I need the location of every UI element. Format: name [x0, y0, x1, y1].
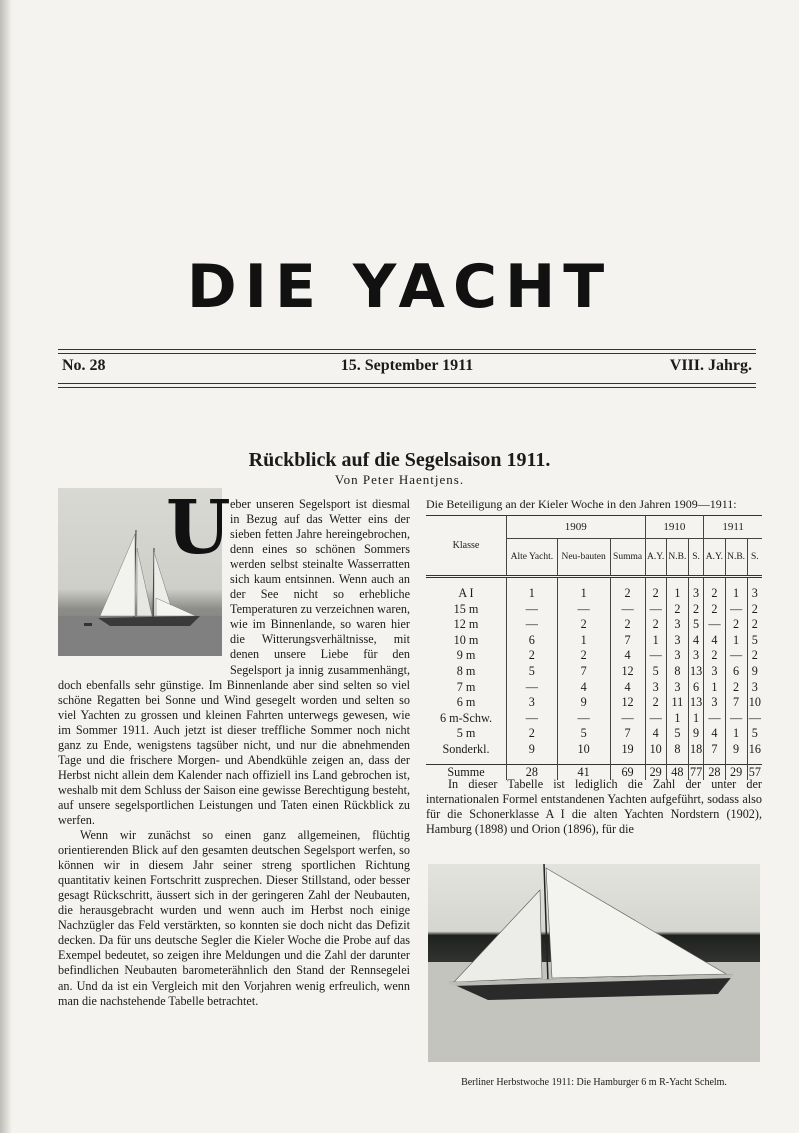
article-left-column	[58, 497, 410, 1009]
value-cell: 3	[688, 586, 703, 602]
value-cell: —	[507, 680, 558, 696]
value-cell: 6	[688, 680, 703, 696]
class-cell: 5 m	[456, 726, 476, 741]
value-cell: 1	[557, 586, 610, 602]
value-cell: 5	[645, 664, 666, 680]
table-row	[426, 648, 762, 664]
value-cell: 9	[507, 742, 558, 758]
class-cell: A I	[458, 586, 474, 600]
value-cell: 1	[725, 726, 747, 742]
table-header-class: Klasse	[426, 516, 507, 577]
value-cell: 4	[557, 680, 610, 696]
table-row	[426, 586, 762, 602]
value-cell: —	[725, 602, 747, 618]
value-cell: 5	[666, 726, 688, 742]
value-cell: —	[610, 711, 645, 727]
value-cell: —	[725, 711, 747, 727]
header-rule-bottom-2	[58, 387, 756, 388]
page-edge-shadow	[0, 0, 12, 1133]
table-subheader: A.Y.	[645, 539, 666, 577]
table-row	[426, 664, 762, 680]
value-cell: 10	[645, 742, 666, 758]
value-cell: 7	[610, 633, 645, 649]
value-cell: 2	[507, 648, 558, 664]
value-cell: 6	[725, 664, 747, 680]
value-cell: 1	[666, 711, 688, 727]
value-cell: 3	[704, 664, 725, 680]
value-cell: 2	[725, 680, 747, 696]
drop-cap: U	[166, 485, 231, 571]
value-cell: 5	[557, 726, 610, 742]
value-cell: 16	[748, 741, 761, 756]
yacht-schelm-photo	[428, 864, 760, 1062]
value-cell: 9	[688, 726, 703, 742]
value-cell: 2	[610, 617, 645, 633]
value-cell: 2	[747, 648, 762, 664]
class-cell: 8 m	[456, 663, 476, 678]
table-header-year: 1910	[645, 516, 704, 539]
table-row	[426, 602, 762, 618]
value-cell: 13	[690, 663, 703, 678]
value-cell: 2	[747, 602, 762, 618]
value-cell: 1	[688, 711, 703, 727]
table-body	[426, 577, 762, 781]
value-cell: 3	[704, 695, 725, 711]
table-caption: Die Beteiligung an der Kieler Woche in den Jahren 1909—1911:	[426, 497, 737, 511]
value-cell: 5	[688, 617, 703, 633]
value-cell: 5	[747, 726, 762, 742]
value-cell: 12	[610, 695, 645, 711]
value-cell: 8	[666, 664, 688, 680]
value-cell: 4	[688, 633, 703, 649]
value-cell: —	[748, 710, 761, 725]
value-cell: —	[725, 648, 747, 664]
value-cell: 3	[666, 648, 688, 664]
value-cell: 3	[507, 695, 558, 711]
value-cell: 2	[645, 586, 666, 602]
value-cell: 4	[645, 726, 666, 742]
value-cell: 5	[747, 633, 762, 649]
issue-volume: VIII. Jahrg.	[669, 357, 752, 374]
class-cell: 12 m	[453, 617, 479, 632]
value-cell: 2	[747, 617, 762, 633]
value-cell: 3	[666, 617, 688, 633]
value-cell: 2	[557, 617, 610, 633]
photo-caption: Berliner Herbstwoche 1911: Die Hamburger 6 m R-Yacht Schelm.	[461, 1077, 727, 1088]
table-subheader: N.B.	[725, 539, 747, 577]
value-cell: 2	[704, 648, 725, 664]
issue-number: No. 28	[62, 357, 106, 374]
value-cell: 2	[704, 586, 725, 602]
value-cell: 3	[688, 648, 703, 664]
table-row	[426, 633, 762, 649]
table-row	[426, 742, 762, 758]
value-cell: 7	[557, 664, 610, 680]
value-cell: 2	[666, 602, 688, 618]
value-cell: —	[507, 602, 558, 618]
table-subheader: Summa	[610, 539, 645, 577]
article-paragraph-3: In dieser Tabelle ist lediglich die Zahl der unter der internationalen Formel entstandenen Yachten aufgeführt, sodass also für die Schonerklasse A I die alten Yachten Nordstern (1902), Hamburg (1898) und Orion (1896), für die	[426, 777, 762, 837]
value-cell: 48	[666, 764, 688, 780]
value-cell: 2	[688, 602, 703, 618]
value-cell: 1	[645, 633, 666, 649]
value-cell: 9	[725, 742, 747, 758]
class-cell: 15 m	[453, 601, 479, 616]
value-cell: 10	[748, 695, 761, 710]
header-rule-bottom	[58, 383, 756, 384]
article-title: Rückblick auf die Segelsaison 1911.	[248, 449, 551, 471]
value-cell: —	[507, 711, 558, 727]
value-cell: 3	[645, 680, 666, 696]
value-cell: 1	[507, 586, 558, 602]
value-cell: 12	[610, 664, 645, 680]
value-cell: 41	[557, 764, 610, 780]
table-subheader: Alte Yacht.	[507, 539, 558, 577]
value-cell: 7	[725, 695, 747, 711]
value-cell: —	[645, 711, 666, 727]
value-cell: —	[507, 617, 558, 633]
value-cell: —	[645, 648, 666, 664]
participation-table	[426, 515, 762, 780]
value-cell: 3	[747, 586, 762, 602]
article-byline: Von Peter Haentjens.	[334, 472, 465, 487]
value-cell: —	[645, 602, 666, 618]
value-cell: 3	[747, 680, 762, 696]
value-cell: 1	[725, 633, 747, 649]
value-cell: 8	[666, 742, 688, 758]
value-cell: 4	[610, 648, 645, 664]
table-header-year: 1909	[507, 516, 646, 539]
value-cell: 2	[704, 602, 725, 618]
value-cell: 6	[507, 633, 558, 649]
class-cell: Summe	[447, 764, 485, 779]
article-paragraph-1: eber unseren Segelsport ist diesmal in Bezug auf das Wetter eins der sieben fetten Jahre hereingebrochen, denn eines so schönen Sommers werden selbst steinalte Wasserratten sich kaum entsinnen. Wenn auch an der See nicht so erhebliche Temperaturen zu verzeichnen waren, wie im Binnenlande, so waren hier die Witterungsverhältnisse, mit denen unsere Liebe für den Segelsport ja innig zusammenhängt, doch ebenfalls sehr günstige. Im Binnenlande aber sind selten so viel schöne Regatten bei Sonne und Wind gesegelt worden und selten so viel Yachten zu grossen und kleinen Fahrten unterwegs gewesen, wie im Sommer 1911. Auch jetzt ist dieser treffliche Sommer noch nicht ganz zu Ende, wenigstens tagsüber nicht, und nur die abnehmenden Tage und die frischere Morgen- und Abendkühle zeigen an, dass der Herbst nicht allein dem Kalender nach offiziell ins Land gebrochen ist, weshalb mit dem Schluss der Saison eine gewisse Berechtigung besteht, auf unsere segelsportlichen Leistungen und Taten einen Rückblick zu werfen.	[58, 497, 411, 827]
class-cell: 7 m	[456, 679, 476, 694]
value-cell: 13	[690, 695, 703, 710]
header-rule-top-2	[58, 353, 756, 354]
value-cell: —	[557, 711, 610, 727]
value-cell: 7	[610, 726, 645, 742]
value-cell: 77	[690, 764, 703, 779]
value-cell: 2	[507, 726, 558, 742]
table-row	[426, 695, 762, 711]
value-cell: 7	[704, 742, 725, 758]
value-cell: 2	[645, 617, 666, 633]
value-cell: 4	[704, 633, 725, 649]
table-row	[426, 711, 762, 727]
class-cell: 6 m-Schw.	[439, 710, 493, 725]
value-cell: —	[704, 617, 725, 633]
table-header-year: 1911	[704, 516, 762, 539]
table-row	[426, 680, 762, 696]
issue-line	[62, 357, 752, 379]
value-cell: 4	[704, 726, 725, 742]
value-cell: 2	[610, 586, 645, 602]
value-cell: —	[557, 602, 610, 618]
value-cell: 9	[747, 664, 762, 680]
value-cell: 28	[507, 764, 558, 780]
issue-date: 15. September 1911	[340, 357, 474, 374]
value-cell: 5	[507, 664, 558, 680]
value-cell: 2	[725, 617, 747, 633]
value-cell: 18	[690, 741, 703, 756]
table-subheader: Neu-bauten	[557, 539, 610, 577]
value-cell: 10	[557, 742, 610, 758]
value-cell: 1	[704, 680, 725, 696]
table-row	[426, 726, 762, 742]
class-cell: 10 m	[453, 632, 479, 647]
article-paragraph-2: Wenn wir zunächst so einen ganz allgemeinen, flüchtig orientierenden Blick auf den gesamten deutschen Segelsport werfen, so können wir in diesem Jahr seiner streng sportlichen Richtung quantitativ keinen Fortschritt zusprechen. Dieser Stillstand, oder besser gesagt Rückschritt, äussert sich in der geringeren Zahl der Neubauten, die herausgebracht wurden und wenn auch im Herbst noch einige Nachzügler das Feld verstärkten, so konnten sie doch nicht das Defizit decken. Da für uns deutsche Segler die Kieler Woche die Probe auf das Exempel bedeutet, so zeigen ihre Meldungen und die Zahl der darunter befindlichen Neubauten barometerähnlich den Stand der Rennsegelei an. Und da ist ein Vergleich mit den Vorjahren wenig erfreulich, wenn man die nachstehende Tabelle betrachtet.	[58, 828, 410, 1008]
value-cell: 2	[645, 695, 666, 711]
class-cell: Sonderkl.	[442, 741, 490, 756]
value-cell: 4	[610, 680, 645, 696]
value-cell: 1	[725, 586, 747, 602]
table-subheader: N.B.	[666, 539, 688, 577]
table-subheader: S.	[747, 539, 762, 577]
class-cell: 9 m	[456, 648, 476, 663]
value-cell: 69	[610, 764, 645, 780]
class-cell: 6 m	[456, 695, 476, 710]
value-cell: 3	[666, 633, 688, 649]
value-cell: —	[610, 602, 645, 618]
value-cell: 28	[704, 764, 725, 780]
value-cell: 57	[748, 764, 761, 779]
value-cell: 19	[610, 742, 645, 758]
value-cell: 11	[666, 695, 688, 711]
value-cell: 29	[645, 764, 666, 780]
table-subheader: S.	[688, 539, 703, 577]
value-cell: 9	[557, 695, 610, 711]
table-row	[426, 617, 762, 633]
article-right-column	[426, 777, 762, 837]
table-subheader: A.Y.	[704, 539, 725, 577]
masthead-title: DIE YACHT	[186, 252, 613, 322]
value-cell: 1	[557, 633, 610, 649]
value-cell: 3	[666, 680, 688, 696]
value-cell: 2	[557, 648, 610, 664]
header-rule-top	[58, 349, 756, 350]
value-cell: 1	[666, 586, 688, 602]
table-spacer-row	[426, 577, 762, 587]
value-cell: —	[704, 711, 725, 727]
value-cell: 29	[725, 764, 747, 780]
